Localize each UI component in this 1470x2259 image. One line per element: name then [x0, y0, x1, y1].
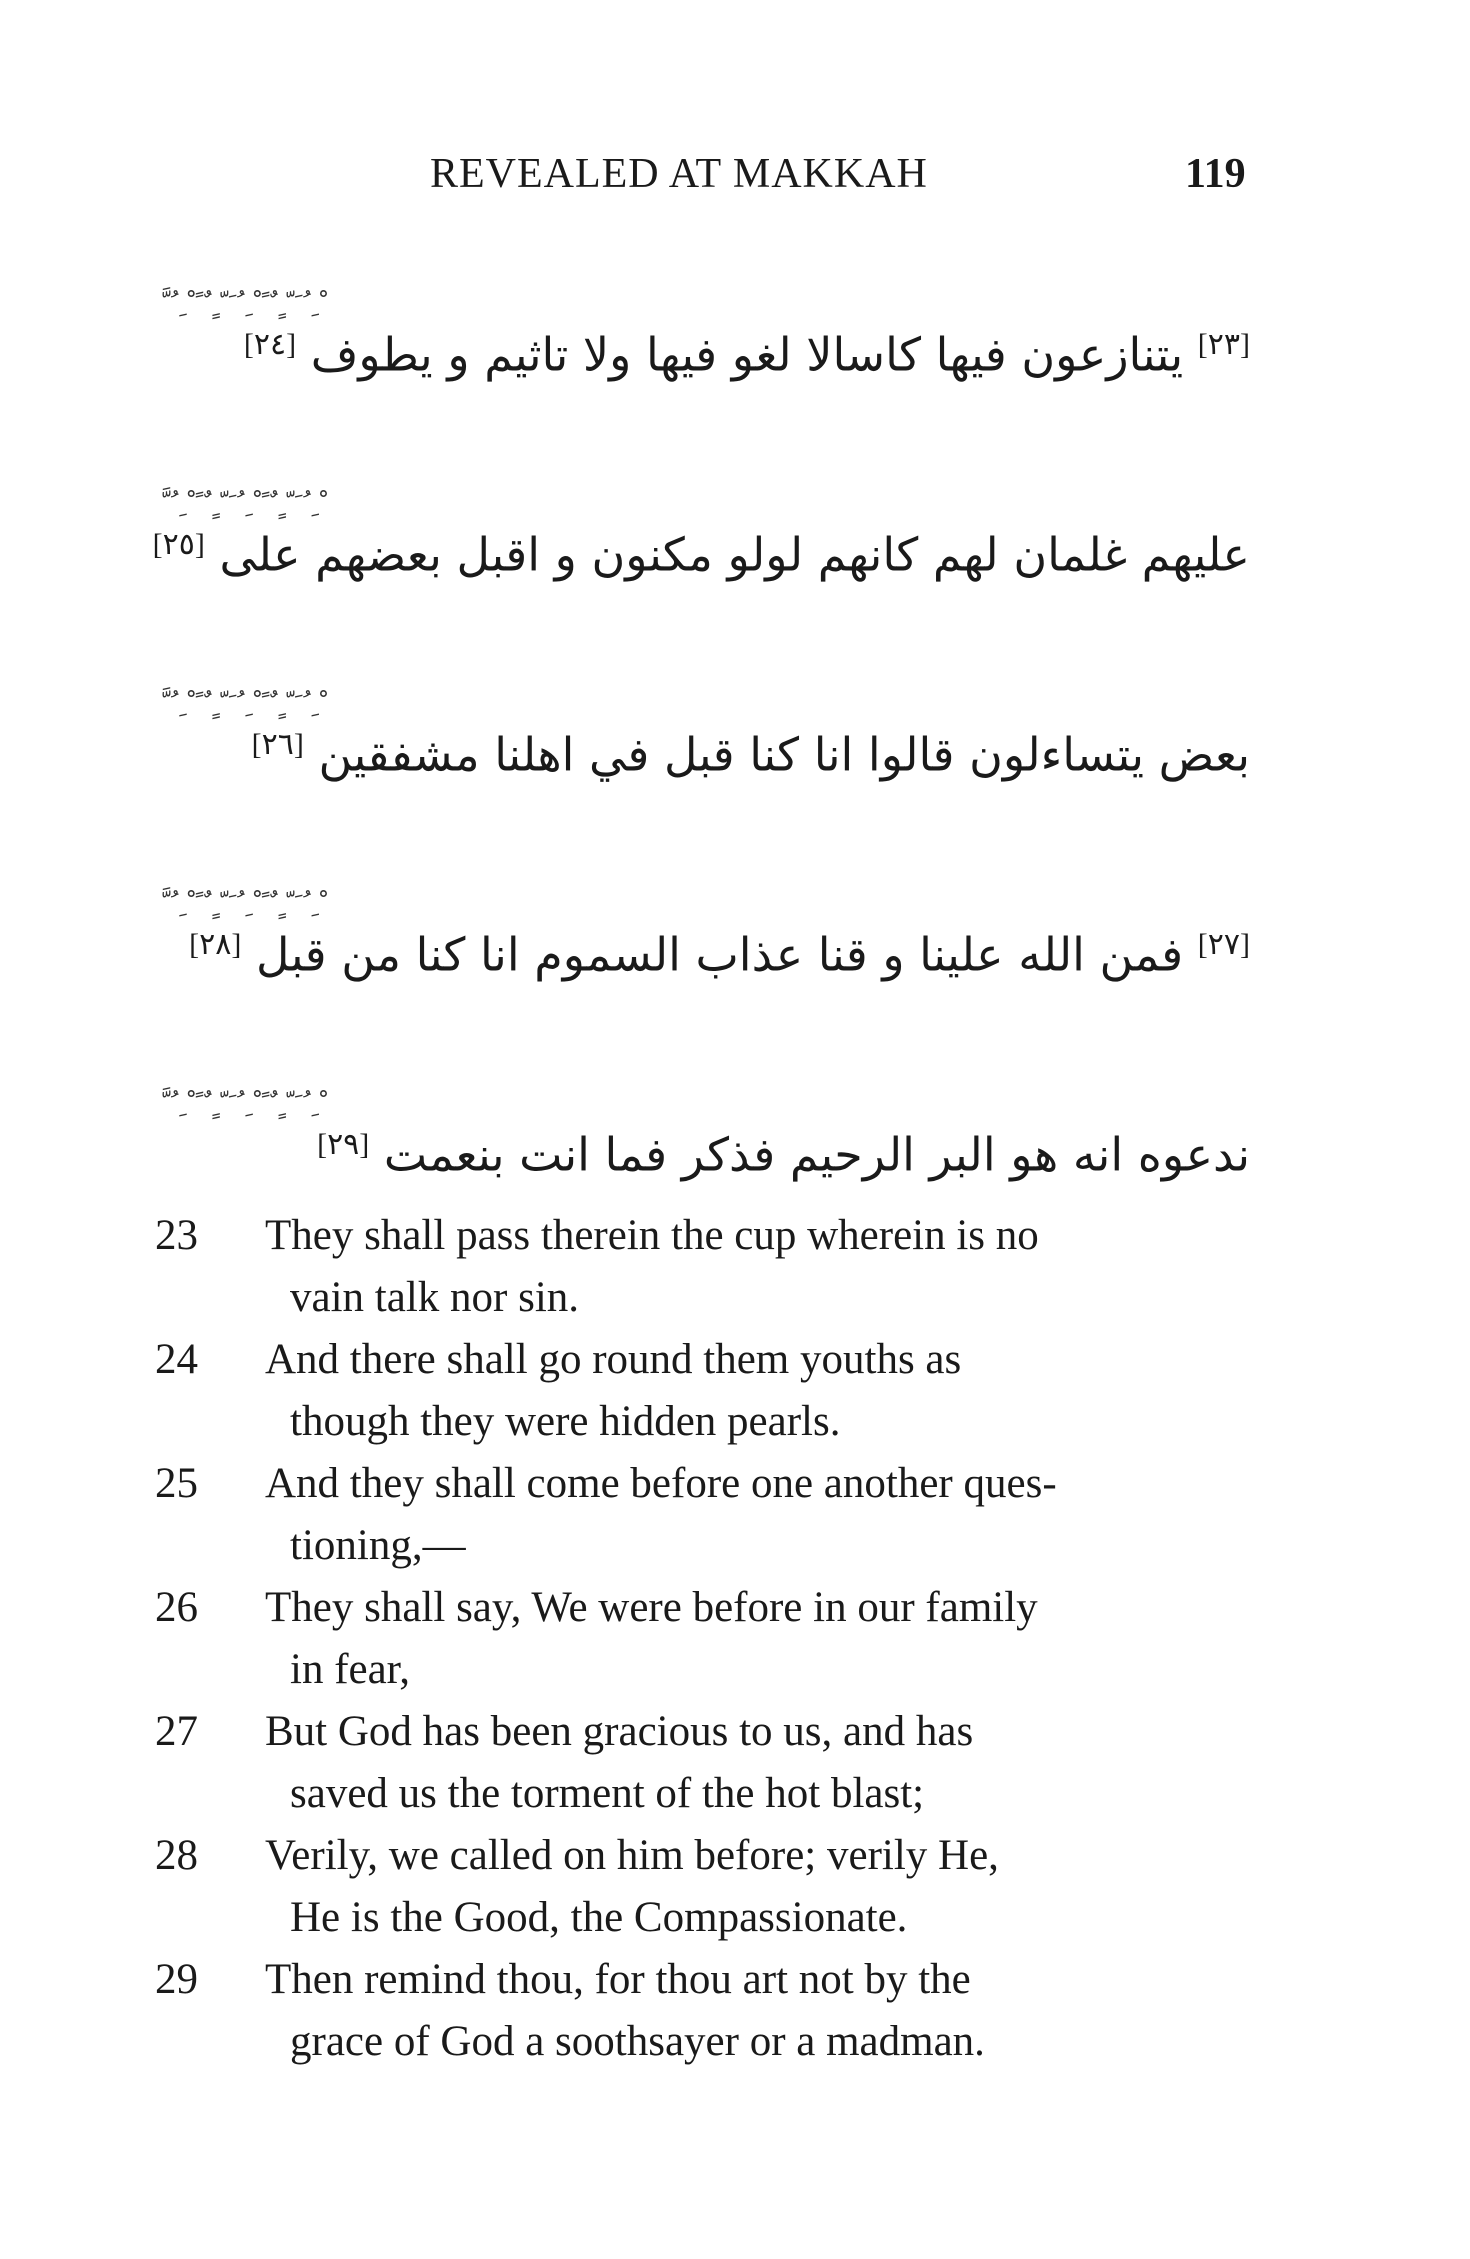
- verse-line: in fear,: [290, 1646, 411, 1693]
- verse-line: grace of God a soothsayer or a madman.: [290, 2018, 985, 2065]
- verse-marker: [٢٤]: [243, 328, 297, 361]
- running-title: REVEALED AT MAKKAH: [430, 151, 928, 197]
- verse-item: [155, 1701, 1275, 1825]
- arabic-text: فمن الله علينا و قنا عذاب السموم انا كنا من قبل: [255, 927, 1184, 982]
- verse-number: 28: [155, 1832, 198, 1879]
- arabic-text: بعض يتساءلون قالوا انا كنا قبل في اهلنا مشفقين: [318, 727, 1250, 782]
- verse-line: saved us the torment of the hot blast;: [290, 1770, 925, 1817]
- page-number: 119: [1185, 151, 1246, 197]
- arabic-line: [160, 265, 1250, 465]
- diacritic-marks: ّ َ ُ ِ ْ ً ٌ ٍ ّ َ ُ ِ ْ ً ٌ ٍ ّ َ ُ ِ ْ: [160, 290, 326, 320]
- verse-marker: [٢٨]: [189, 928, 242, 961]
- arabic-line: [160, 865, 1250, 1065]
- verse-number: 25: [155, 1460, 198, 1507]
- verse-number: 23: [155, 1212, 198, 1259]
- verse-number: 26: [155, 1584, 198, 1631]
- arabic-line: [152, 465, 1250, 665]
- verse-marker: [٢٦]: [251, 728, 304, 761]
- arabic-text-block: [152, 265, 1250, 1265]
- verse-item: [155, 1825, 1275, 1949]
- verse-line: And there shall go round them youths as: [265, 1336, 962, 1383]
- verse-number: 29: [155, 1956, 198, 2003]
- verse-line: He is the Good, the Compassionate.: [290, 1894, 908, 1941]
- arabic-text: ندعوه انه هو البر الرحيم فذكر فما انت بنعمت: [383, 1127, 1250, 1182]
- verse-marker: [٢٩]: [317, 1128, 370, 1161]
- verse-line: though they were hidden pearls.: [290, 1398, 841, 1445]
- arabic-line: [160, 665, 1250, 865]
- arabic-text: يتنازعون فيها كاسالا لغو فيها ولا تاثيم و يطوف: [310, 327, 1184, 382]
- verse-line: They shall say, We were before in our family: [265, 1584, 1038, 1631]
- verse-number: 27: [155, 1708, 198, 1755]
- diacritic-marks: ّ َ ُ ِ ْ ً ٌ ٍ ّ َ ُ ِ ْ ً ٌ ٍ ّ َ ُ ِ ْ: [160, 490, 326, 520]
- diacritic-marks: ّ َ ُ ِ ْ ً ٌ ٍ ّ َ ُ ِ ْ ً ٌ ٍ ّ َ ُ ِ ْ: [160, 890, 326, 920]
- arabic-text: عليهم غلمان لهم كانهم لولو مكنون و اقبل بعضهم على: [219, 527, 1250, 582]
- verse-number: 24: [155, 1336, 198, 1383]
- page-header: [0, 150, 1470, 210]
- verse-line: tioning,—: [290, 1522, 466, 1569]
- verse-line: vain talk nor sin.: [290, 1274, 580, 1321]
- verse-item: [155, 1329, 1275, 1453]
- diacritic-marks: ّ َ ُ ِ ْ ً ٌ ٍ ّ َ ُ ِ ْ ً ٌ ٍ ّ َ ُ ِ ْ: [160, 1090, 326, 1120]
- verse-item: [155, 1205, 1275, 1329]
- verse-item: [155, 1949, 1275, 2073]
- verse-line: Then remind thou, for thou art not by the: [265, 1956, 971, 2003]
- english-translation: [155, 1205, 1275, 2073]
- verse-item: [155, 1577, 1275, 1701]
- verse-item: [155, 1453, 1275, 1577]
- diacritic-marks: ّ َ ُ ِ ْ ً ٌ ٍ ّ َ ُ ِ ْ ً ٌ ٍ ّ َ ُ ِ ْ: [160, 690, 326, 720]
- verse-marker: [٢٣]: [1197, 328, 1250, 361]
- verse-marker: [٢٧]: [1197, 928, 1250, 961]
- verse-marker: [٢٥]: [152, 528, 205, 561]
- verse-line: Verily, we called on him before; verily He,: [265, 1832, 999, 1879]
- verse-line: They shall pass therein the cup wherein is no: [265, 1212, 1039, 1259]
- verse-line: And they shall come before one another ques-: [265, 1460, 1057, 1507]
- verse-line: But God has been gracious to us, and has: [265, 1708, 974, 1755]
